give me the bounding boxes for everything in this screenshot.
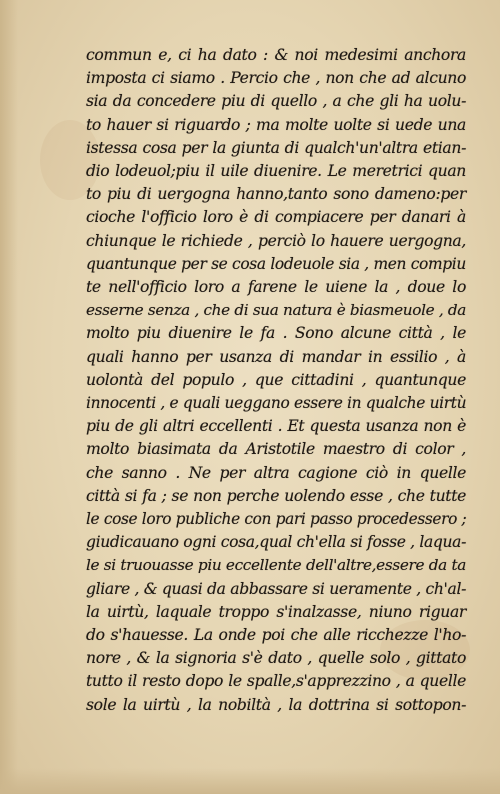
text-line: le cose loro publiche con pari passo procedessero ; [86,510,467,529]
text-line: piu de gli altri eccellenti . Et questa usanza non è [86,417,466,436]
text-line: le si truouasse piu eccellente dell'altre,essere da ta [86,556,466,575]
text-line: dio lodeuol;piu il uile diuenire. Le meretrici quan [86,162,466,181]
text-line: la uirtù, laquale troppo s'inalzasse, niuno riguar [86,602,466,621]
text-line: esserne senza , che di sua natura è biasmeuole , da [86,301,466,320]
text-line: to hauer si riguardo ; ma molte uolte si uede una [86,115,466,134]
text-line: istessa cosa per la giunta di qualch'un'altra etian- [86,138,466,157]
text-line: to piu di uergogna hanno,tanto sono dameno:per [86,185,466,204]
text-line: chiunque le richiede , perciò lo hauere uergogna, [86,231,466,250]
text-line: giudicauano ogni cosa,qual ch'ella si fosse , laqua- [86,533,466,552]
text-line: che sanno . Ne per altra cagione ciò in quelle [86,463,466,482]
text-line: quali hanno per usanza di mandar in essilio , à [86,347,466,366]
text-line: tutto il resto dopo le spalle,s'apprezzino , a quelle [86,672,466,691]
text-line: città si fa ; se non perche uolendo esse , che tutte [86,486,466,505]
page-edge-shadow-left [0,0,18,794]
text-line: sole la uirtù , la nobiltà , la dottrina si sottopon- [86,695,466,714]
text-line: te nell'officio loro a farene le uiene la , doue lo [86,278,466,297]
text-line: sia da concedere piu di quello , a che gli ha uolu- [86,92,466,111]
text-line: do s'hauesse. La onde poi che alle ricchezze l'ho- [86,626,466,645]
text-line: innocenti , e quali ueggano essere in qualche uirtù [86,394,467,413]
text-line: molto piu diuenire le fa . Sono alcune città , le [86,324,466,343]
text-line: commun e, ci ha dato : & noi medesimi anchora [86,46,466,64]
text-line: uolontà del populo , que cittadini , quantunque [86,370,466,389]
page-edge-shadow-bottom [0,768,500,794]
text-line: cioche l'officio loro è di compiacere per danari à [86,208,466,227]
text-line: nore , & la signoria s'è dato , quelle solo , gittato [86,649,466,668]
text-line: molto biasimata da Aristotile maestro di color , [86,440,466,459]
text-line: quantunque per se cosa lodeuole sia , men compiu [86,254,466,273]
text-line: gliare , & quasi da abbassare si ueramente , ch'al- [86,579,466,598]
body-text [86,44,466,717]
text-line: imposta ci siamo . Percio che , non che ad alcuno [86,69,466,88]
